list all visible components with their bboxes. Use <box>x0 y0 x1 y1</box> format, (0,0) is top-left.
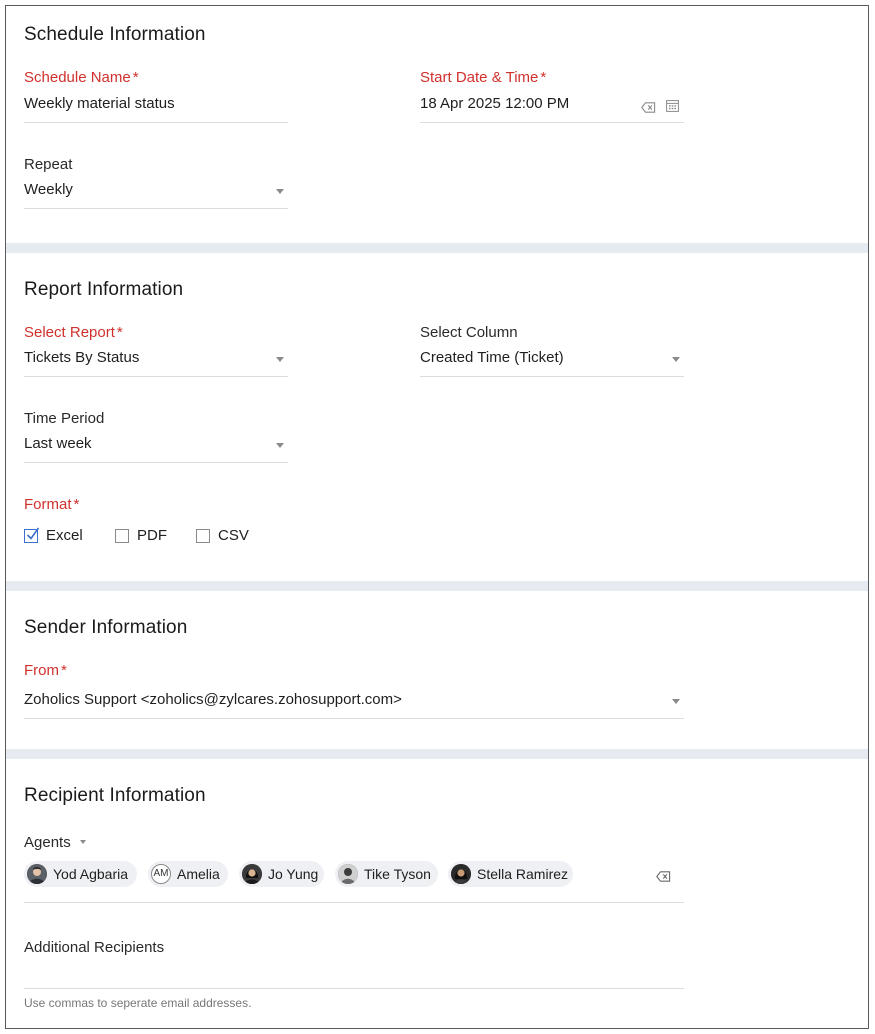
avatar <box>451 864 471 884</box>
start-date-time-label: Start Date & Time * <box>420 69 547 86</box>
section-divider <box>6 243 868 253</box>
avatar <box>338 864 358 884</box>
checkbox-box <box>196 529 210 543</box>
chevron-down-icon <box>80 840 86 844</box>
agent-name: Yod Agbaria <box>53 866 128 882</box>
avatar: AM <box>151 864 171 884</box>
calendar-icon[interactable] <box>666 99 679 117</box>
chevron-down-icon <box>276 357 284 362</box>
additional-recipients-input[interactable] <box>24 959 684 989</box>
time-period-select[interactable] <box>24 433 288 463</box>
time-period-value: Last week <box>24 435 92 452</box>
start-date-time-input[interactable] <box>420 93 684 123</box>
recipient-information-section <box>6 759 868 1029</box>
from-value: Zoholics Support <zoholics@zylcares.zohosupport.com> <box>24 691 402 708</box>
agents-input[interactable] <box>24 861 684 903</box>
format-csv-label: CSV <box>218 527 249 544</box>
schedule-report-form <box>5 5 869 1029</box>
select-report-label: Select Report * <box>24 324 123 341</box>
repeat-select[interactable] <box>24 179 288 209</box>
avatar <box>242 864 262 884</box>
format-csv-checkbox[interactable] <box>196 527 256 547</box>
agent-name: Stella Ramirez <box>477 866 569 882</box>
agent-chip[interactable] <box>24 861 137 887</box>
select-report-value: Tickets By Status <box>24 349 140 366</box>
agent-chip[interactable] <box>448 861 573 887</box>
from-select[interactable] <box>24 689 684 719</box>
checkbox-box <box>115 529 129 543</box>
repeat-value: Weekly <box>24 181 73 198</box>
avatar <box>27 864 47 884</box>
agent-chip[interactable] <box>148 861 228 887</box>
agents-dropdown[interactable] <box>24 834 86 851</box>
clear-icon[interactable] <box>656 869 671 887</box>
from-label: From * <box>24 662 67 679</box>
chevron-down-icon <box>672 357 680 362</box>
section-divider <box>6 581 868 591</box>
agent-name: Jo Yung <box>268 866 319 882</box>
additional-recipients-label: Additional Recipients <box>24 939 165 956</box>
schedule-name-input[interactable] <box>24 93 288 123</box>
checkmark-icon <box>26 526 40 542</box>
time-period-label: Time Period <box>24 410 105 427</box>
format-excel-label: Excel <box>46 527 83 544</box>
clear-icon[interactable] <box>641 100 656 118</box>
agent-name: Amelia <box>177 866 220 882</box>
schedule-information-section <box>6 6 868 243</box>
helper-text: Use commas to seperate email addresses. <box>24 996 252 1010</box>
checkbox-box <box>24 529 38 543</box>
agent-name: Tike Tyson <box>364 866 431 882</box>
chevron-down-icon <box>276 189 284 194</box>
report-information-section <box>6 253 868 581</box>
format-pdf-label: PDF <box>137 527 167 544</box>
select-column-label: Select Column <box>420 324 518 341</box>
format-label: Format * <box>24 496 80 513</box>
start-date-time-value: 18 Apr 2025 12:00 PM <box>420 95 570 112</box>
agent-chip[interactable] <box>335 861 438 887</box>
section-title: Sender Information <box>24 617 188 638</box>
select-report-select[interactable] <box>24 347 288 377</box>
schedule-name-value: Weekly material status <box>24 95 175 112</box>
sender-information-section <box>6 591 868 749</box>
select-column-select[interactable] <box>420 347 684 377</box>
section-divider <box>6 749 868 759</box>
chevron-down-icon <box>672 699 680 704</box>
section-title: Recipient Information <box>24 785 206 806</box>
section-title: Schedule Information <box>24 24 206 45</box>
schedule-name-label: Schedule Name * <box>24 69 139 86</box>
agent-chip[interactable] <box>239 861 324 887</box>
format-excel-checkbox[interactable] <box>24 527 94 547</box>
agents-label: Agents <box>24 834 71 851</box>
select-column-value: Created Time (Ticket) <box>420 349 564 366</box>
section-title: Report Information <box>24 279 184 300</box>
repeat-label: Repeat <box>24 156 73 173</box>
format-pdf-checkbox[interactable] <box>115 527 175 547</box>
chevron-down-icon <box>276 443 284 448</box>
